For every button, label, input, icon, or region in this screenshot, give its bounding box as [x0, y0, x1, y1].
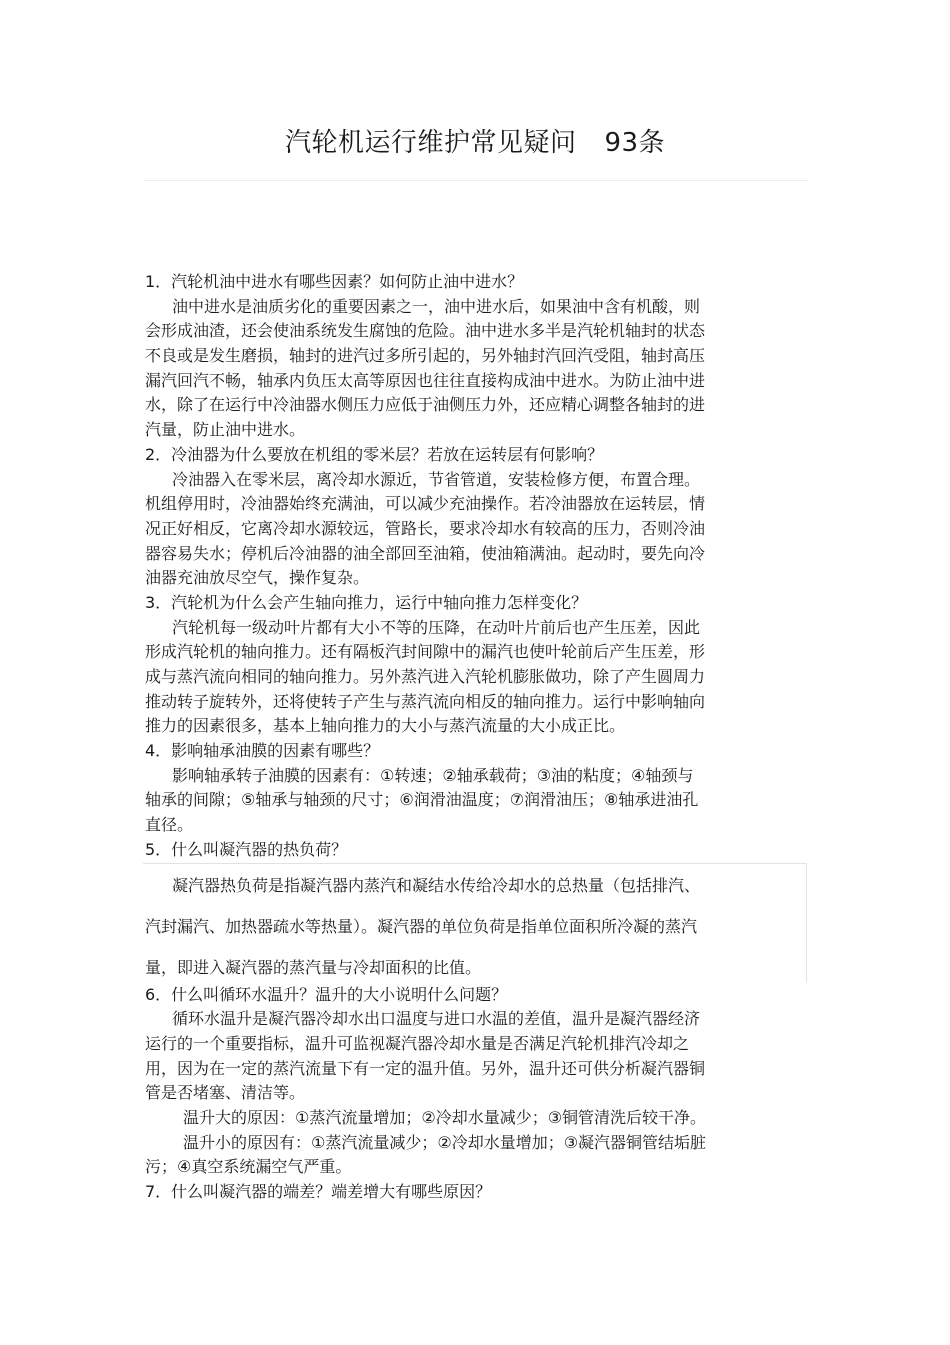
answer-line: 水，除了在运行中冷油器水侧压力应低于油侧压力外，还应精心调整各轴封的进: [145, 395, 706, 415]
answer-line: 管是否堵塞、清洁等。: [145, 1083, 306, 1103]
answer-line: 污；④真空系统漏空气严重。: [145, 1157, 352, 1177]
answer-line: 影响轴承转子油膜的因素有：①转速；②轴承载荷；③油的粘度；④轴颈与: [172, 765, 694, 785]
answer-line: 运行的一个重要指标，温升可监视凝汽器冷却水量是否满足汽轮机排汽冷却之: [145, 1033, 690, 1053]
answer-line: 汽量，防止油中进水。: [145, 420, 306, 440]
answer-line: 油器充油放尽空气，操作复杂。: [145, 568, 370, 588]
answer-line: 漏汽回汽不畅，轴承内负压太高等原因也往往直接构成油中进水。为防止油中进: [145, 370, 706, 390]
answer-line: 温升小的原因有：①蒸汽流量减少；②冷却水量增加；③凝汽器铜管结垢脏: [183, 1132, 707, 1152]
question-heading-2: 2．冷油器为什么要放在机组的零米层？若放在运转层有何影响？: [145, 444, 604, 464]
answer-line: 用，因为在一定的蒸汽流量下有一定的温升值。另外，温升还可供分析凝汽器铜: [145, 1058, 706, 1078]
answer-line: 推动转子旋转外，还将使转子产生与蒸汽流向相反的轴向推力。运行中影响轴向: [145, 691, 706, 711]
answer-line: 轴承的间隙；⑤轴承与轴颈的尺寸；⑥润滑油温度；⑦润滑油压；⑧轴承进油孔: [145, 790, 699, 810]
title-main: 汽轮机运行维护常见疑问: [284, 128, 577, 158]
answer-line: 汽轮机每一级动叶片都有大小不等的压降，在动叶片前后也产生压差，因此: [172, 617, 701, 637]
answer-line: 成与蒸汽流向相同的轴向推力。另外蒸汽进入汽轮机膨胀做功，除了产生圆周力: [145, 667, 706, 686]
document-title: [0, 122, 950, 159]
title-count: 93条: [604, 128, 666, 158]
answer-line: 况正好相反，它离冷却水源较远，管路长，要求冷却水有较高的压力，否则冷油: [145, 518, 706, 538]
question-heading-7: 7．什么叫凝汽器的端差？端差增大有哪些原因？: [145, 1182, 492, 1201]
answer-box: [143, 863, 807, 983]
answer-line: 推力的因素很多，基本上轴向推力的大小与蒸汽流量的大小成正比。: [145, 716, 626, 736]
question-heading-1: 1．汽轮机油中进水有哪些因素？如何防止油中进水？: [145, 272, 524, 291]
question-heading-4: 4．影响轴承油膜的因素有哪些？: [145, 741, 380, 761]
answer-line: 直径。: [145, 815, 194, 835]
answer-line: 循环水温升是凝汽器冷却水出口温度与进口水温的差值，温升是凝汽器经济: [172, 1009, 701, 1029]
answer-line: 温升大的原因：①蒸汽流量增加；②冷却水量减少；③铜管清洗后较干净。: [183, 1107, 707, 1127]
answer-line: 形成汽轮机的轴向推力。还有隔板汽封间隙中的漏汽也使叶轮前后产生压差，形: [145, 642, 706, 662]
answer-line: 凝汽器热负荷是指凝汽器内蒸汽和凝结水传给冷却水的总热量（包括排汽、: [172, 875, 701, 895]
answer-line: 汽封漏汽、加热器疏水等热量）。凝汽器的单位负荷是指单位面积所冷凝的蒸汽: [145, 916, 698, 936]
answer-line: 量，即进入凝汽器的蒸汽量与冷却面积的比值。: [145, 957, 482, 977]
answer-line: 冷油器入在零米层，离冷却水源近，节省管道，安装检修方便，布置合理。: [172, 469, 701, 489]
answer-line: 会形成油渣，还会使油系统发生腐蚀的危险。油中进水多半是汽轮机轴封的状态: [145, 321, 706, 341]
answer-line: 油中进水是油质劣化的重要因素之一，油中进水后，如果油中含有机酸，则: [172, 296, 701, 316]
answer-line: 不良或是发生磨损，轴封的进汽过多所引起的，另外轴封汽回汽受阻，轴封高压: [145, 346, 706, 366]
question-heading-5: 5．什么叫凝汽器的热负荷？: [145, 839, 348, 859]
answer-line: 器容易失水；停机后冷油器的油全部回至油箱，使油箱满油。起动时，要先向冷: [145, 543, 706, 563]
document-body: [145, 270, 807, 1205]
question-heading-3: 3．汽轮机为什么会产生轴向推力，运行中轴向推力怎样变化？: [145, 592, 588, 612]
title-divider: [143, 180, 808, 181]
question-heading-6: 6．什么叫循环水温升？温升的大小说明什么问题？: [145, 984, 508, 1004]
answer-line: 机组停用时，冷油器始终充满油，可以减少充油操作。若冷油器放在运转层，情: [145, 494, 706, 514]
